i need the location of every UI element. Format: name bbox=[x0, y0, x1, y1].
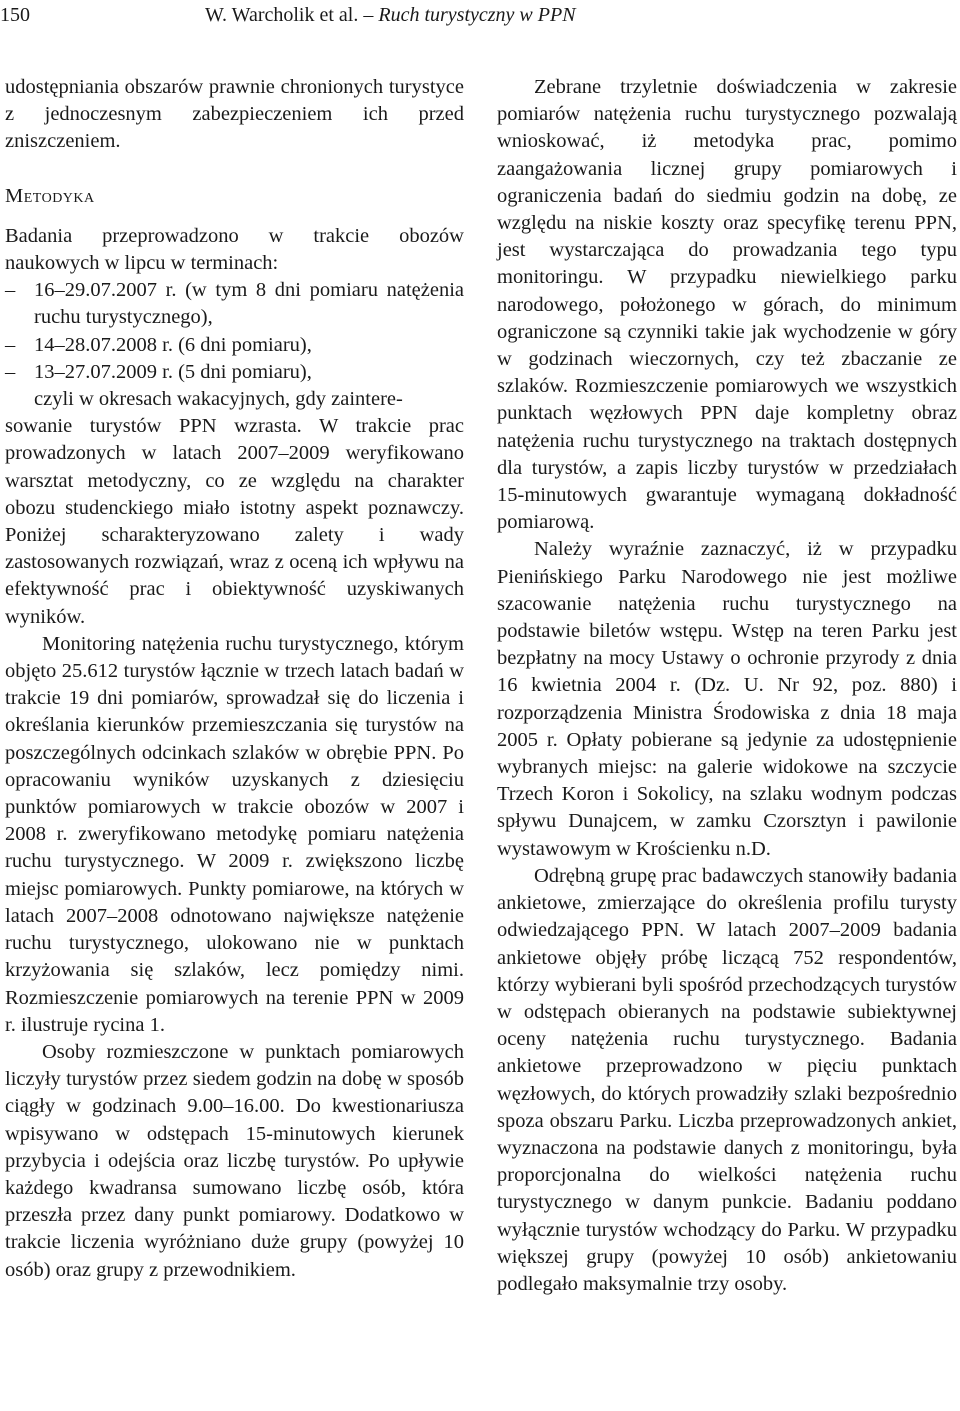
author-names: W. Warcholik et al. bbox=[205, 4, 359, 26]
paragraph-persons: Osoby rozmieszczone w punktach pomiarowych liczyły turystów przez siedem godzin na dobę w sposób ciągły w godzinach 9.00–16.00. Do kwestionariusza wpisywano w odstępach 15-minutowych kierunek przybycia i odejścia oraz liczbę turystów. Po upływie każdego kwadransa sumowano liczbę osób, która przeszła przez dany punkt pomiarowy. Dodatkowo w trakcie liczenia wyróżniano duże grupy (powyżej 10 osób) oraz grupy z przewodnikiem. bbox=[5, 1040, 464, 1281]
date-list bbox=[5, 277, 464, 386]
list-item-text: 16–29.07.2007 r. (w tym 8 dni pomiaru natężenia ruchu turystycznego), bbox=[34, 279, 464, 329]
list-dash: – bbox=[5, 360, 16, 383]
list-item bbox=[5, 359, 464, 386]
section-heading: Metodyka bbox=[5, 184, 95, 207]
list-dash: – bbox=[5, 279, 16, 302]
paragraph-after-list: sowanie turystów PPN wzrasta. W trakcie prac prowadzonych w latach 2007–2009 weryfikowano warsztat metodyczny, co ze względu na charakter obozu studenckiego miało istotny aspekt poznawczy. Poniżej scharakteryzowano zalety i wady zastosowanych rozwiązań, wraz z oceną ich wpływu na efektywność prac i obiektywność uzyskiwanych wyników. bbox=[5, 415, 464, 628]
intro-paragraph: udostępniania obszarów prawnie chronionych turystyce z jednoczesnym zabezpieczeniem ich przed zniszczeniem. bbox=[5, 76, 464, 153]
list-dash: – bbox=[5, 333, 16, 356]
page-number: 150 bbox=[0, 4, 30, 26]
journal-title: Ruch turystyczny w PPN bbox=[378, 4, 576, 26]
list-item-text: 14–28.07.2008 r. (6 dni pomiaru), bbox=[34, 333, 312, 356]
list-item bbox=[5, 277, 464, 331]
running-header bbox=[0, 0, 960, 30]
paragraph-tickets: Należy wyraźnie zaznaczyć, iż w przypadku Pienińskiego Parku Narodowego nie jest możliwe szacowanie natężenia ruchu turystycznego na podstawie biletów wstępu. Wstęp na teren Parku jest bezpłatny na mocy Ustawy o ochronie przyrody z dnia 16 kwietnia 2004 r. (Dz. U. Nr 92, poz. 880) i rozporządzenia Ministra Środowiska z dnia 18 maja 2005 r. Opłaty pobierane są jedynie za udostępnienie wybranych miejsc: na galerie widokowe na szczycie Trzech Koron i Sokolicy, na szlaku wodnym podczas spływu Dunajcem, w zamku Czorsztyn i pawilonie wystawowym w Krościenku n.D. bbox=[497, 538, 957, 860]
list-item bbox=[5, 332, 464, 359]
paragraph-experience: Zebrane trzyletnie doświadczenia w zakresie pomiarów natężenia ruchu turystycznego pozwalają wnioskować, iż metodyka prac, pomimo zaangażowania licznej grupy pomiarowych i ograniczenia badań do siedmiu godzin na dobę, ze względu na niskie koszty oraz specyfikę terenu PPN, jest wystarczająca do prowadzania tego typu monitoringu. W przypadku niewielkiego parku narodowego, położonego w górach, do minimum ograniczone są czynniki takie jak wychodzenie w góry w godzinach wieczornych, czy też zbaczanie ze szlaków. Rozmieszczenie pomiarowych we wszystkich punktach węzłowych PPN daje kompletny obraz natężenia ruchu turystycznego na traktach dostępnych dla turystów, a zapis liczby turystów w przedziałach 15-minutowych gwarantuje wymaganą dokładność pomiarową. bbox=[497, 76, 957, 534]
right-column bbox=[497, 74, 957, 1298]
list-item-text: 13–27.07.2009 r. (5 dni pomiaru), bbox=[34, 360, 312, 383]
title-separator: – bbox=[358, 4, 379, 26]
list-continuation: czyli w okresach wakacyjnych, gdy zaintere- bbox=[34, 388, 403, 411]
running-title bbox=[205, 2, 576, 28]
left-column bbox=[5, 74, 464, 1284]
paragraph-monitoring: Monitoring natężenia ruchu turystycznego, którym objęto 25.612 turystów łącznie w trzech latach badań w trakcie 19 dni pomiarów, sprowadzał się do liczenia i określania kierunków przemieszczania się turystów na poszczególnych odcinkach szlaków w obrębie PPN. Po opracowaniu wyników uzyskanych z dziesięciu punktów pomiarowych w trakcie obozów w 2007 i 2008 r. zweryfikowano metodykę pomiaru natężenia ruchu turystycznego. W 2009 r. zwiększono liczbę miejsc pomiarowych. Punkty pomiarowe, na których w latach 2007–2008 odnotowano największe natężenie ruchu turystycznego, ulokowano nie w punktach krzyżowania się szlaków, lecz pomiędzy nimi. Rozmieszczenie pomiarowych na terenie PPN w 2009 r. ilustruje rycina 1. bbox=[5, 632, 464, 1036]
method-intro: Badania przeprowadzono w trakcie obozów naukowych w lipcu w terminach: bbox=[5, 224, 464, 275]
paragraph-survey: Odrębną grupę prac badawczych stanowiły badania ankietowe, zmierzające do określenia profilu turysty odwiedzającego PPN. W latach 2007–2009 badania ankietowe objęły próbę liczącą 752 respondentów, którzy wybierani byli spośród przechodzących turystów w odstępach obieranych na podstawie subiektywnej oceny natężenia ruchu turystycznego. Badania ankietowe przeprowadzono w pięciu punktach węzłowych, do których prowadziły szlaki bezpośrednio spoza obszaru Parku. Liczba przeprowadzonych ankiet, wyznaczona na podstawie danych z monitoringu, była proporcjonalna do wielkości natężenia ruchu turystycznego w danym punkcie. Badaniu poddano wyłącznie turystów wchodzący do Parku. W przypadku większej grupy (powyżej 10 osób) ankietowaniu podlegało maksymalnie trzy osoby. bbox=[497, 864, 957, 1295]
